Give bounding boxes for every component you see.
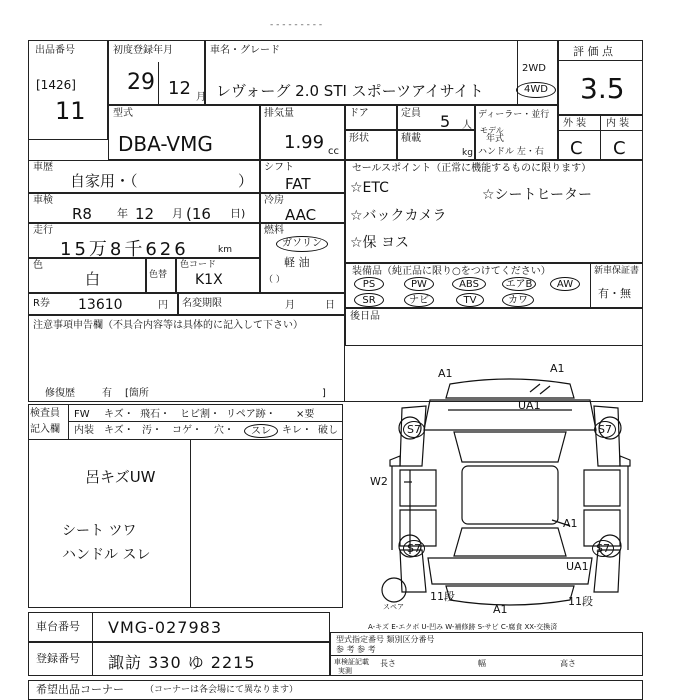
- damage-s7-rr: S7: [592, 540, 614, 557]
- first-reg-month: 12: [168, 78, 191, 99]
- reg-label: 登録番号: [36, 652, 80, 665]
- sales-item-warranty: ☆保 ヨス: [350, 235, 410, 251]
- equip-navi: ナビ: [404, 293, 434, 307]
- insp-row2-2: 汚・: [142, 425, 162, 436]
- displacement-value: 1.99: [284, 132, 325, 153]
- color-label: 色: [33, 260, 43, 271]
- shift-value: FAT: [285, 175, 311, 193]
- insp-row1-4: リペア跡・: [226, 409, 276, 420]
- car-name-label: 車名・グレード: [210, 45, 280, 56]
- insp-row2-3: コゲ・: [172, 425, 202, 436]
- recycle-label: R券: [33, 298, 50, 309]
- model-year-label1: モデル: [480, 126, 504, 135]
- equip-abs: ABS: [452, 277, 486, 291]
- equip-sr: SR: [354, 293, 384, 307]
- legend-line-1: A-キズ E-エクボ U-凹み W-補修跡 S-サビ C-腐食 XX-交換済: [368, 623, 558, 631]
- repair-value: 有: [102, 388, 112, 399]
- repair-place: [箇所: [125, 388, 149, 399]
- model-value: DBA-VMG: [118, 132, 213, 156]
- insp-row2-6: キレ・: [282, 425, 312, 436]
- first-reg-year: 29: [127, 70, 155, 95]
- insp-row1-5: ×要: [296, 409, 315, 420]
- sales-item-seat-heater: ☆シートヒーター: [482, 187, 592, 203]
- equip-ps: PS: [354, 277, 384, 291]
- damage-a1-top-left: A1: [438, 367, 453, 380]
- inspector-label-1: 検査員: [30, 408, 60, 419]
- name-change-day: 日: [325, 300, 335, 311]
- damage-s7-rl: S7: [403, 540, 425, 557]
- name-change-label: 名変期限: [182, 298, 222, 309]
- dim-width: 幅: [478, 659, 486, 668]
- inspection-month-unit: 月: [172, 207, 183, 220]
- recycle-unit: 円: [158, 300, 168, 311]
- damage-a1-rear: A1: [493, 603, 508, 616]
- drive-2wd: 2WD: [522, 63, 546, 74]
- load-label: 積載: [401, 133, 421, 144]
- shift-label: シフト: [264, 162, 294, 173]
- mileage-unit: km: [218, 245, 232, 255]
- damage-spare: スペア: [383, 603, 404, 611]
- equip-tv: TV: [456, 293, 484, 307]
- damage-s7-fl: S7: [403, 421, 425, 438]
- insp-row1-1: キズ・: [104, 409, 134, 420]
- damage-s7-fr: S7: [594, 421, 616, 438]
- inspector-label-2: 記入欄: [30, 424, 60, 435]
- dim-length: 長さ: [380, 659, 396, 668]
- inspection-era: R8: [72, 205, 92, 223]
- insp-row1-2: 飛石・: [140, 409, 170, 420]
- header-marks: - - - - - - - - -: [270, 20, 323, 30]
- displacement-label: 排気量: [264, 108, 294, 119]
- usage-label: 車歴: [33, 162, 53, 173]
- car-name-value: レヴォーグ 2.0 STI スポーツアイサイト: [216, 82, 484, 100]
- equip-leather: カワ: [502, 293, 534, 307]
- inspection-day-unit: 日): [230, 207, 246, 220]
- name-change-month: 月: [285, 300, 295, 311]
- color-change-label: 色替: [149, 270, 168, 280]
- insp-row2-1: キズ・: [104, 425, 134, 436]
- model-year-label2: 年式: [486, 134, 505, 144]
- inspection-label: 車検: [33, 195, 53, 206]
- fuel-paren: （ ）: [264, 275, 285, 285]
- equip-aw: AW: [550, 277, 580, 291]
- insp-note-1: シート ツワ: [62, 523, 137, 539]
- score-label: 評 価 点: [573, 45, 613, 58]
- inspection-day: (16: [186, 205, 211, 223]
- score-value: 3.5: [580, 72, 625, 105]
- corner-note: （コーナーは各会場にて異なります）: [145, 685, 299, 695]
- car-diagram: [370, 370, 650, 618]
- aftermarket-box: [345, 308, 643, 346]
- drive-4wd: 4WD: [516, 82, 556, 98]
- int-label: 内 装: [606, 118, 630, 129]
- dealer-label: ディーラー・並行: [478, 110, 550, 120]
- equip-airbag: エアB: [502, 277, 536, 291]
- insp-note-2: ハンドル スレ: [62, 547, 151, 563]
- usage-box: [28, 160, 260, 193]
- legend-line-3: 参 考 参 考: [336, 645, 376, 654]
- capacity-unit: 人: [462, 120, 472, 131]
- model-label: 型式: [113, 108, 133, 119]
- damage-a1-side: A1: [563, 517, 578, 530]
- insp-note-0: 呂キズUW: [85, 468, 156, 486]
- first-reg-label: 初度登録年月: [113, 45, 173, 56]
- repair-close: ]: [322, 388, 326, 399]
- ext-value: C: [570, 138, 583, 159]
- usage-close: ）: [238, 172, 254, 190]
- damage-w2: W2: [370, 475, 388, 488]
- first-reg-month-unit: 月: [196, 92, 206, 103]
- insp-row2-5: スレ: [244, 424, 278, 438]
- damage-rear-left-note: 11段: [430, 590, 455, 603]
- damage-ua1: UA1: [518, 399, 541, 412]
- dim-height: 高さ: [560, 659, 576, 668]
- sales-item-etc: ☆ETC: [350, 180, 389, 196]
- fuel-gas: ガソリン: [276, 236, 328, 252]
- usage-value: 自家用・（: [70, 172, 138, 190]
- dim-ref-1: 車検証記載: [334, 658, 369, 666]
- inspection-year-unit: 年: [117, 207, 128, 220]
- handle-label: ハンドル 左・右: [478, 147, 544, 157]
- damage-a1-top-right: A1: [550, 362, 565, 375]
- int-value: C: [613, 138, 626, 159]
- insp-row1-0: FW: [74, 409, 90, 420]
- ext-label: 外 装: [563, 118, 587, 129]
- corner-label: 希望出品コーナー: [36, 683, 124, 696]
- aircon-value: AAC: [285, 206, 317, 224]
- insp-row2-4: 穴・: [214, 425, 234, 436]
- doors-label: ドア: [349, 108, 369, 119]
- fuel-label: 燃料: [264, 225, 284, 236]
- lot-label: 出品番号: [35, 45, 75, 56]
- warranty-label: 新車保証書: [594, 266, 640, 276]
- displacement-unit: cc: [328, 146, 339, 157]
- load-unit: kg: [462, 148, 473, 158]
- lot-code: [1426]: [36, 78, 76, 92]
- mileage-label: 走行: [33, 225, 53, 236]
- insp-row2-0: 内装: [74, 425, 94, 436]
- equip-pw: PW: [404, 277, 434, 291]
- insp-row1-3: ヒビ割・: [180, 409, 220, 420]
- equipment-label: 装備品（純正品に限り○をつけてください）: [352, 266, 551, 277]
- color-value: 白: [85, 270, 101, 288]
- aftermarket-label: 後日品: [350, 311, 380, 322]
- mileage-value: 15万8千626: [60, 239, 189, 260]
- shape-label: 形状: [349, 133, 369, 144]
- warranty-value: 有・無: [598, 287, 631, 300]
- color-code-value: K1X: [195, 272, 223, 288]
- damage-ua1-rear: UA1: [566, 560, 589, 573]
- insp-row2-7: 破し: [318, 425, 338, 436]
- color-code-label: 色コード: [180, 260, 217, 270]
- fuel-diesel: 軽 油: [284, 256, 310, 269]
- car-number-value: VMG-027983: [108, 618, 222, 637]
- recycle-value: 13610: [78, 297, 123, 313]
- legend-line-2: 型式指定番号 類別区分番号: [336, 635, 435, 644]
- aircon-label: 冷房: [264, 195, 284, 206]
- sales-item-back-camera: ☆バックカメラ: [350, 208, 447, 224]
- capacity-label: 定員: [401, 108, 421, 119]
- lot-number: 11: [55, 97, 86, 125]
- dim-ref-2: 実測: [338, 667, 352, 675]
- car-number-label: 車台番号: [36, 620, 80, 633]
- sales-label: セールスポイント（正常に機能するものに限ります）: [352, 163, 592, 174]
- damage-rear-right-note: 11段: [568, 595, 593, 608]
- repair-label: 修復歴: [45, 388, 75, 399]
- inspection-month: 12: [135, 205, 155, 223]
- notes-label: 注意事項申告欄（不具合内容等は具体的に記入して下さい）: [33, 320, 303, 331]
- reg-value: 諏訪 330 ゆ 2215: [108, 653, 256, 672]
- capacity-value: 5: [440, 112, 451, 131]
